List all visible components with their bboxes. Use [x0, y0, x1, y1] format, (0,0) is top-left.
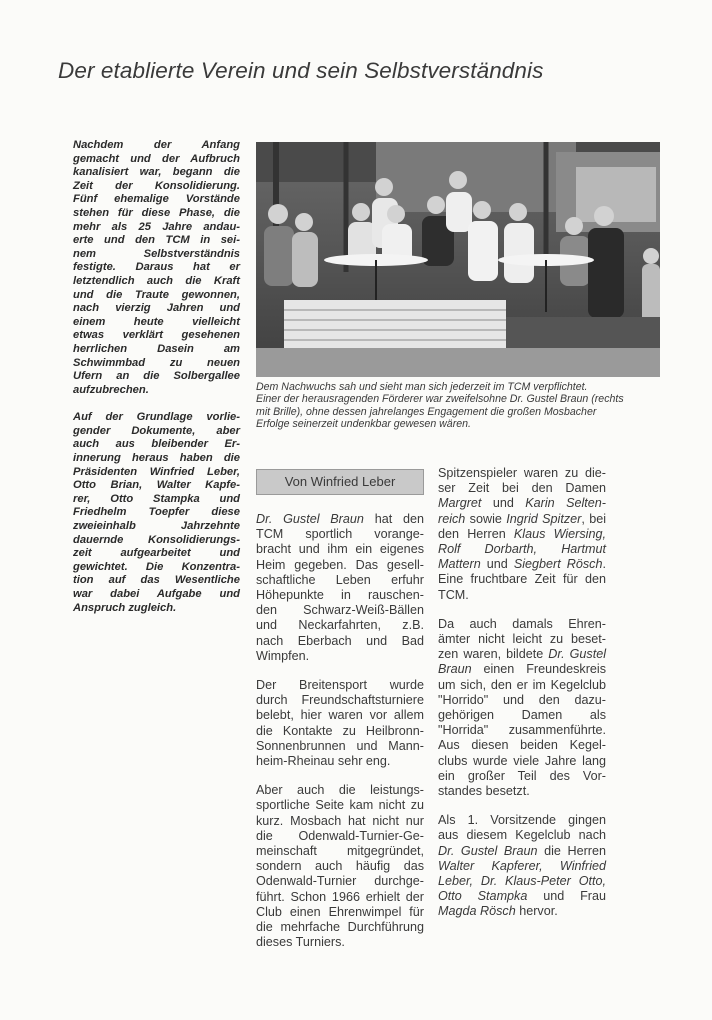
text-line: Sonnenbrunnen und Mann- [256, 738, 424, 753]
text-run: Spitzenspieler waren zu die- [438, 466, 606, 480]
text-run: Wimpfen. [256, 648, 310, 663]
text-run: die Herren [537, 843, 606, 858]
text-line [438, 481, 606, 496]
article-column-2 [438, 466, 606, 934]
text-run: Margret [438, 496, 482, 511]
text-run: zen waren, bildete [438, 647, 549, 662]
text-run: gehörigen Damen als [438, 708, 606, 723]
text-run: Ingrid Spitzer [506, 511, 582, 526]
text-run: Leber, Dr. Klaus-Peter Otto, [438, 874, 606, 889]
text-line [438, 662, 606, 677]
text-run: um sich, den er im Kegelclub [438, 677, 606, 692]
text-line: rer, Otto Stampka und [73, 492, 240, 505]
article-paragraph [438, 466, 606, 603]
text-line: Friedhelm Toepfer diese [73, 506, 240, 519]
group-photo-image [256, 142, 660, 377]
text-line [256, 573, 424, 588]
text-run: Rolf Dorbarth, Hartmut [438, 542, 606, 557]
text-line [438, 784, 606, 799]
text-line: führt. Schon 1966 erhielt der [256, 889, 424, 904]
text-run: Dr. Gustel [548, 647, 606, 662]
text-line: kanalisiert war, begann die [73, 166, 240, 179]
text-run: und Frau [527, 889, 607, 904]
text-line: stehen für diese Phase, die [73, 206, 240, 219]
text-line [438, 588, 606, 603]
text-run: den Schwarz-Weiß-Bällen [256, 603, 424, 618]
author-byline: Von Winfried Leber [256, 469, 424, 495]
text-line: letztendlich auch die Kraft [73, 274, 240, 287]
text-line [438, 466, 606, 481]
text-line [438, 496, 606, 511]
text-run: "Horrido" und den dazu- [438, 692, 606, 707]
text-line: Präsidenten Winfried Leber, [73, 465, 240, 478]
text-run: den Herren [438, 526, 514, 541]
text-run: Aus diesen beiden Kegel- [438, 738, 606, 753]
text-run: . [602, 557, 606, 572]
text-run: "Horrida" zusammenführte. [438, 723, 606, 738]
caption-line: Dem Nachwuchs sah und sieht man sich jederzeit im TCM verpflichtet. [256, 381, 588, 393]
text-run: Dr. Gustel Braun [438, 843, 538, 858]
text-line [256, 649, 424, 664]
text-run: Dr. Gustel Braun [256, 512, 364, 526]
text-line: und die Traute gewonnen, [73, 288, 240, 301]
text-line [438, 708, 606, 723]
article-paragraph [256, 512, 424, 664]
text-run: , bei [581, 511, 607, 526]
text-line: zeit aufgearbeitet und [73, 547, 240, 560]
text-run: bracht und ihm ein eigenes [256, 542, 424, 557]
text-run: Eine fruchtbare Zeit für den [438, 572, 606, 587]
caption-line: mit Brille), ohne dessen jahrelanges Engagement die großen Mosbacher [256, 405, 597, 418]
text-line [256, 558, 424, 573]
text-run: und [480, 557, 514, 572]
text-line [438, 542, 606, 557]
text-run: Als 1. Vorsitzende gingen [438, 813, 606, 828]
text-line [438, 572, 606, 587]
text-line: Nachdem der Anfang [73, 139, 240, 151]
text-run: aus diesem Kegelclub nach [438, 828, 606, 843]
text-line: erte und den TCM in sei- [73, 234, 240, 247]
text-run: nach Eberbach und Bad [256, 633, 424, 648]
text-line: gemacht und der Aufbruch [73, 152, 240, 165]
group-photo [256, 142, 660, 377]
text-line: dauernde Konsolidierungs- [73, 533, 240, 546]
intro-paragraph-1 [73, 139, 240, 397]
text-run: Braun [438, 662, 472, 677]
text-line [438, 512, 606, 527]
text-run: TCM. [438, 587, 469, 602]
page-title: Der etablierte Verein und sein Selbstverständnis [58, 58, 544, 83]
text-line [256, 634, 424, 649]
text-line [256, 527, 424, 542]
article-paragraph [438, 813, 606, 919]
intro-text [73, 139, 240, 629]
text-line: sportliche Seite kam nicht zu [256, 798, 424, 813]
text-line [438, 557, 606, 572]
text-run: Mattern [438, 557, 481, 572]
text-line: heim-Rheinau sehr eng. [256, 754, 391, 769]
text-line [256, 618, 424, 633]
text-run: sowie [465, 511, 507, 526]
text-line: dieses Turniers. [256, 935, 345, 950]
text-line: Auf der Grundlage vorlie- [73, 411, 240, 424]
text-line: die Kontakte zu Heilbronn- [256, 723, 424, 738]
text-line [438, 723, 606, 738]
text-run: hat den [363, 512, 424, 526]
text-line: belebt, hier waren vor allem [256, 708, 424, 723]
text-run: Klaus Wiersing, [513, 526, 606, 541]
text-line [438, 678, 606, 693]
text-line: innerung heraus haben die [73, 452, 240, 465]
text-line [256, 542, 424, 557]
text-run: Siegbert Rösch [513, 557, 603, 572]
text-line [438, 828, 606, 843]
text-line [438, 632, 606, 647]
text-run: einen Freundeskreis [471, 662, 606, 677]
text-line [438, 889, 606, 904]
text-line: die Odenwald-Turnier-Ge- [256, 828, 424, 843]
text-line: nach vierzig Jahren und [73, 302, 240, 315]
text-run: Höhepunkte in rauschen- [256, 588, 424, 603]
text-run: schaftliche Leben erfuhr [256, 572, 424, 587]
text-line: Zeit der Konsolidierung. [73, 179, 240, 192]
text-line [438, 527, 606, 542]
text-line: Aber auch die leistungs- [256, 783, 424, 798]
text-run: Otto Stampka [438, 889, 528, 904]
text-line: war dabei Aufgabe und [73, 588, 240, 600]
text-line [256, 603, 424, 618]
text-line: Otto Brian, Walter Kapfe- [73, 479, 240, 492]
text-line [438, 617, 606, 632]
text-line: nem Selbstverständnis [73, 247, 240, 260]
text-run: ämter nicht leicht zu beset- [438, 632, 606, 647]
photo-caption [256, 381, 662, 431]
text-line: meinschaft mitgegründet, [256, 844, 424, 859]
text-line: Anspruch zugleich. [73, 601, 177, 614]
text-line [438, 859, 606, 874]
text-line: aufzubrechen. [73, 383, 149, 396]
text-line [438, 844, 606, 859]
text-line [256, 512, 424, 527]
text-line [438, 874, 606, 889]
text-run: Heim gegeben. Das gesell- [256, 557, 424, 572]
text-line: Der Breitensport wurde [256, 678, 424, 693]
text-line [256, 588, 424, 603]
text-line: zweieinhalb Jahrzehnte [73, 520, 240, 533]
article-paragraph [256, 678, 424, 769]
text-line: etwas verklärt gesehenen [73, 329, 240, 342]
article-paragraph [256, 783, 424, 950]
text-line: Fünf ehemalige Vorstände [73, 193, 240, 206]
text-line: die mehrfache Durchführung [256, 920, 424, 935]
text-line [438, 693, 606, 708]
text-line: Schwimmbad zu neuen [73, 356, 240, 369]
text-run: ser Zeit bei den Damen [438, 481, 606, 496]
text-run: standes besetzt. [438, 784, 530, 799]
text-run: und Neckarfahrten, z.B. [256, 618, 424, 633]
text-run: Walter Kapferer, Winfried [438, 858, 606, 873]
caption-line: Erfolge seinerzeit undenkbar gewesen wären. [256, 418, 471, 431]
intro-paragraph-2 [73, 411, 240, 615]
text-line: gender Dokumente, aber [73, 424, 240, 437]
text-line: gewichtet. Die Konzentra- [73, 560, 240, 573]
text-line: auch aus bleibender Er- [73, 438, 240, 451]
caption-line: Einer der herausragenden Förderer war zweifelsohne Dr. Gustel Braun (rechts [256, 393, 624, 406]
text-line [438, 769, 606, 784]
text-line: tion auf das Wesentliche [73, 574, 240, 587]
text-line [438, 754, 606, 769]
article-column-1 [256, 512, 424, 964]
text-line: Ufern an die Solbergallee [73, 370, 240, 383]
text-line: festigte. Daraus hat er [73, 261, 240, 274]
text-line: Odenwald-Turnier durchge- [256, 874, 424, 889]
text-line: herrlichen Dasein am [73, 342, 240, 355]
text-line [438, 813, 606, 828]
text-line: durch Freundschaftsturniere [256, 693, 424, 708]
text-run: und [481, 496, 526, 511]
text-line [438, 738, 606, 753]
text-line: einem heute vielleicht [73, 315, 240, 328]
text-run: ein großer Teil des Vor- [438, 768, 606, 783]
text-run: Da auch damals Ehren- [438, 616, 606, 631]
text-line: mehr als 25 Jahre andau- [73, 220, 240, 233]
text-run: clubs wurde viele Jahre lang [438, 753, 606, 768]
text-run: Karin Selten- [525, 496, 606, 511]
article-paragraph [438, 617, 606, 799]
text-run: reich [438, 511, 466, 526]
text-run: hervor. [515, 904, 558, 919]
text-run: Magda Rösch [438, 904, 516, 919]
text-line: sondern auch häufig das [256, 859, 424, 874]
text-line [438, 904, 606, 919]
text-line [438, 647, 606, 662]
text-line: Club einen Ehrenwimpel für [256, 904, 424, 919]
text-line: kurz. Mosbach hat nicht nur [256, 813, 424, 828]
text-run: TCM sportlich vorange- [256, 527, 424, 542]
